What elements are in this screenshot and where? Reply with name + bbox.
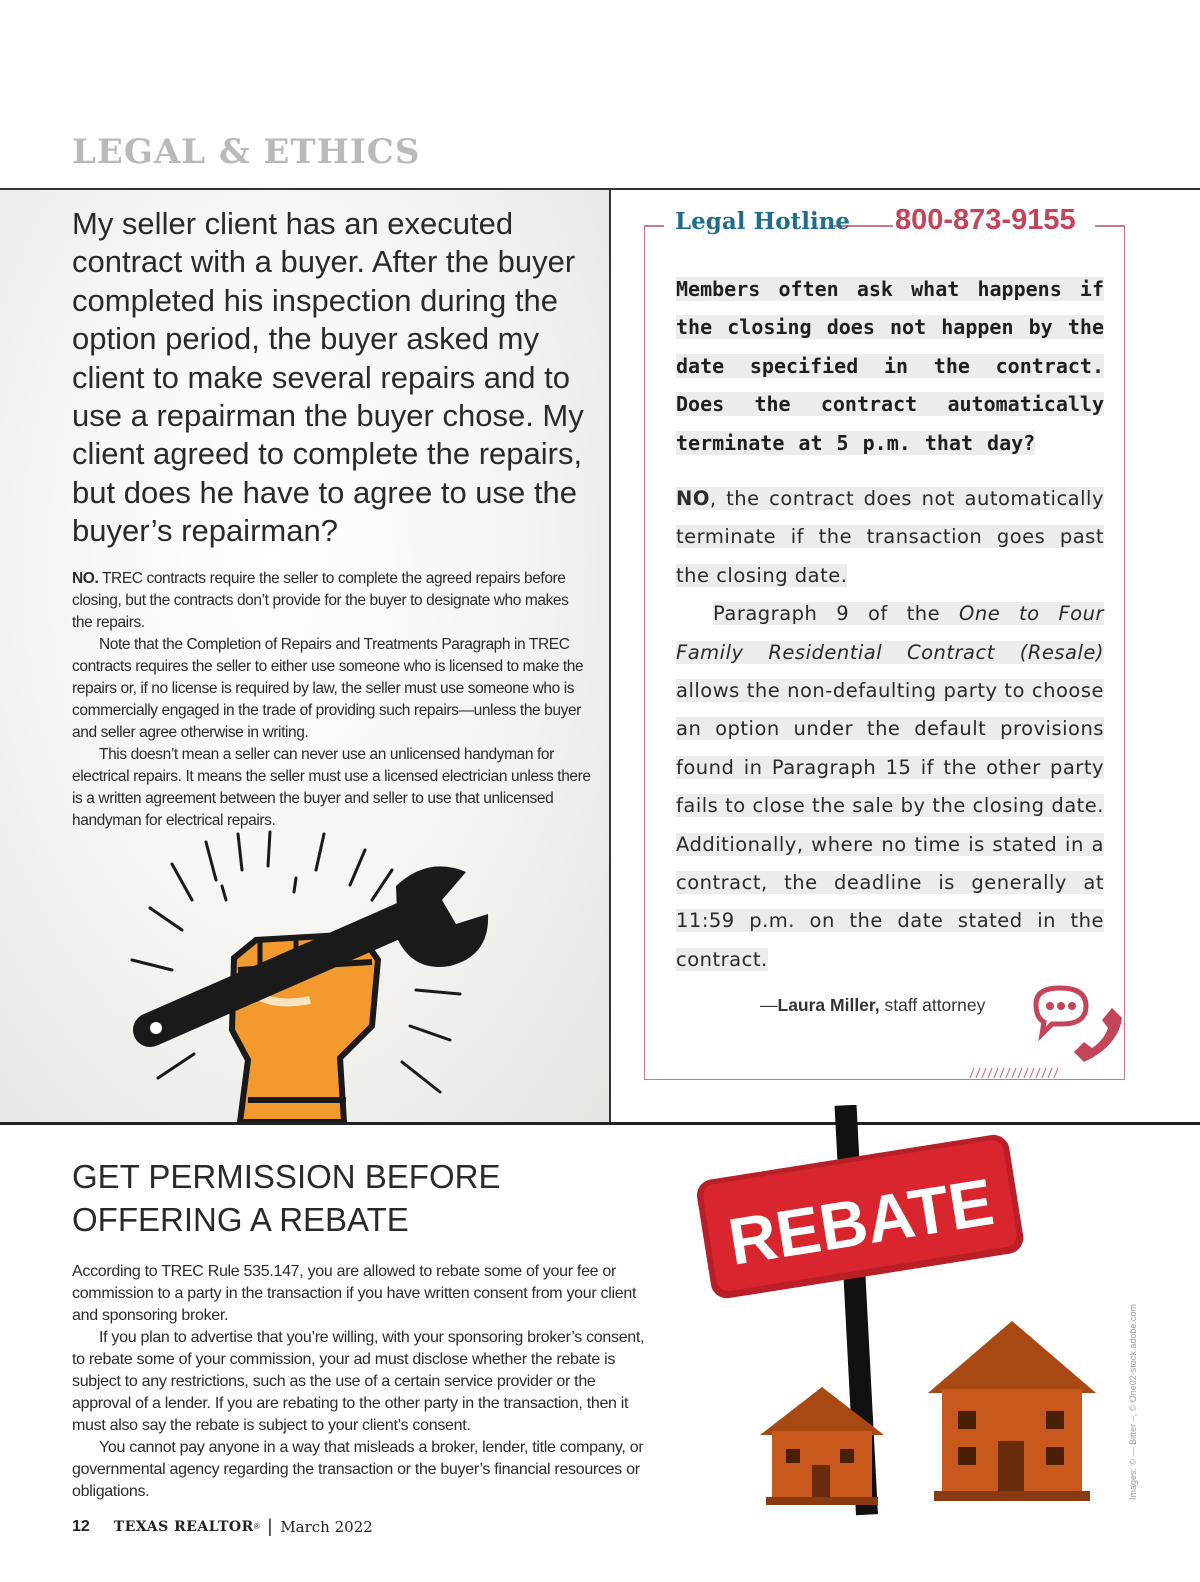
hotline-answer-lead: NO: [676, 487, 710, 510]
rebate-body: [72, 1261, 652, 1503]
left-answer-lead: NO.: [72, 570, 99, 587]
image-credit: Images: © — Bitter –, © One02-stock.adobe.com: [1128, 1304, 1138, 1500]
left-answer-p2: Note that the Completion of Repairs and Treatments Paragraph in TREC contracts requires the seller to either use someone who is licensed to make the repairs or, if no license is required by law, the seller must use someone who is commercially engaged in the trade of providing such repairs—unless the buyer and seller agree otherwise in writing.: [72, 636, 584, 741]
rebate-sign-icon: [695, 1133, 1026, 1301]
hotline-question-text: Members often ask what happens if the closing does not happen by the date specified in the contract. Does the contract automatically terminate at 5 p.m. that day?: [676, 277, 1104, 455]
registered-mark: ®: [253, 1522, 260, 1531]
column-divider: [609, 189, 611, 1123]
hotline-contract-name: One to Four Family Residential Contract (Resale): [676, 602, 1104, 664]
left-qa-panel: [0, 190, 609, 1122]
hotline-answer: [676, 480, 1104, 979]
rebate-sign-illustration: [690, 1105, 1150, 1545]
hotline-answer-p1: [676, 480, 1104, 595]
hotline-answer-p2: [676, 595, 1104, 979]
left-answer-p1: [72, 568, 592, 634]
left-question: My seller client has an executed contract with a buyer. After the buyer completed his inspection during the option period, the buyer asked my client to make several repairs and to use a repairman the buyer chose. My client agreed to complete the repairs, but does he have to agree to use the buyer’s repairman?: [72, 206, 584, 549]
issue-date: March 2022: [280, 1517, 373, 1536]
left-answer-p3: This doesn’t mean a seller can never use an unlicensed handyman for electrical repairs. It means the seller must use a licensed electrician unless there is a written agreement between the buyer and seller to use that unlicensed handyman for electrical repairs.: [72, 746, 591, 829]
section-label: LEGAL & ETHICS: [72, 132, 421, 172]
rebate-p1: According to TREC Rule 535.147, you are allowed to rebate some of your fee or commission to a party in the transaction if you have written consent from your client and sponsoring broker.: [72, 1263, 637, 1324]
hotline-question: [676, 270, 1104, 462]
signature-dash: —: [760, 995, 778, 1015]
left-answer-p1-text: TREC contracts require the seller to complete the agreed repairs before closing, but the contracts don’t provide for the buyer to designate who makes the repairs.: [72, 570, 569, 631]
hotline-signature: [760, 995, 985, 1016]
signature-name: Laura Miller,: [777, 995, 880, 1015]
large-house-icon: [928, 1321, 1096, 1501]
page-footer: [72, 1516, 373, 1537]
hotline-phone[interactable]: 800-873-9155: [895, 204, 1076, 236]
left-answer: [72, 568, 592, 832]
hotline-title: Legal Hotline: [675, 208, 851, 235]
rebate-p2: If you plan to advertise that you’re willing, with your sponsoring broker’s consent, to rebate some of your commission, your ad must disclose whether the rebate is subject to any restrictions, such as the use of a certain service provider or the approval of a lender. If you are rebating to the other party in the transaction, then it must also say the rebate is subject to your client’s consent.: [72, 1329, 645, 1434]
magazine-name: TEXAS REALTOR: [113, 1518, 254, 1535]
hotline-answer-p2-b: allows the non-defaulting party to choose an option under the default provisions found in Paragraph 15 if the other party fails to close the sale by the closing date. Additionally, where no time is stated in a contract, the deadline is generally at 11:59 p.m. on the date stated in the contract.: [676, 679, 1104, 971]
footer-separator: |: [267, 1516, 273, 1536]
hotline-border-top-c: [1095, 225, 1125, 227]
fist-wrench-illustration: [110, 830, 530, 1122]
hatch-decoration: [968, 1068, 1063, 1078]
rebate-sign-text: REBATE: [723, 1164, 999, 1279]
hotline-answer-p1-text: , the contract does not automatically terminate if the transaction goes past the closing date.: [676, 487, 1104, 587]
hotline-border-top-a: [644, 225, 664, 227]
page-number: 12: [72, 1517, 90, 1535]
rebate-p3: You cannot pay anyone in a way that misleads a broker, lender, title company, or governmental agency regarding the transaction or the buyer’s financial resources or obligations.: [72, 1439, 644, 1500]
rebate-title: GET PERMISSION BEFORE OFFERING A REBATE: [72, 1158, 501, 1238]
hotline-answer-p2-a: Paragraph 9 of the: [713, 602, 959, 626]
signature-role: staff attorney: [879, 995, 986, 1015]
chat-phone-icon: [1028, 984, 1128, 1066]
